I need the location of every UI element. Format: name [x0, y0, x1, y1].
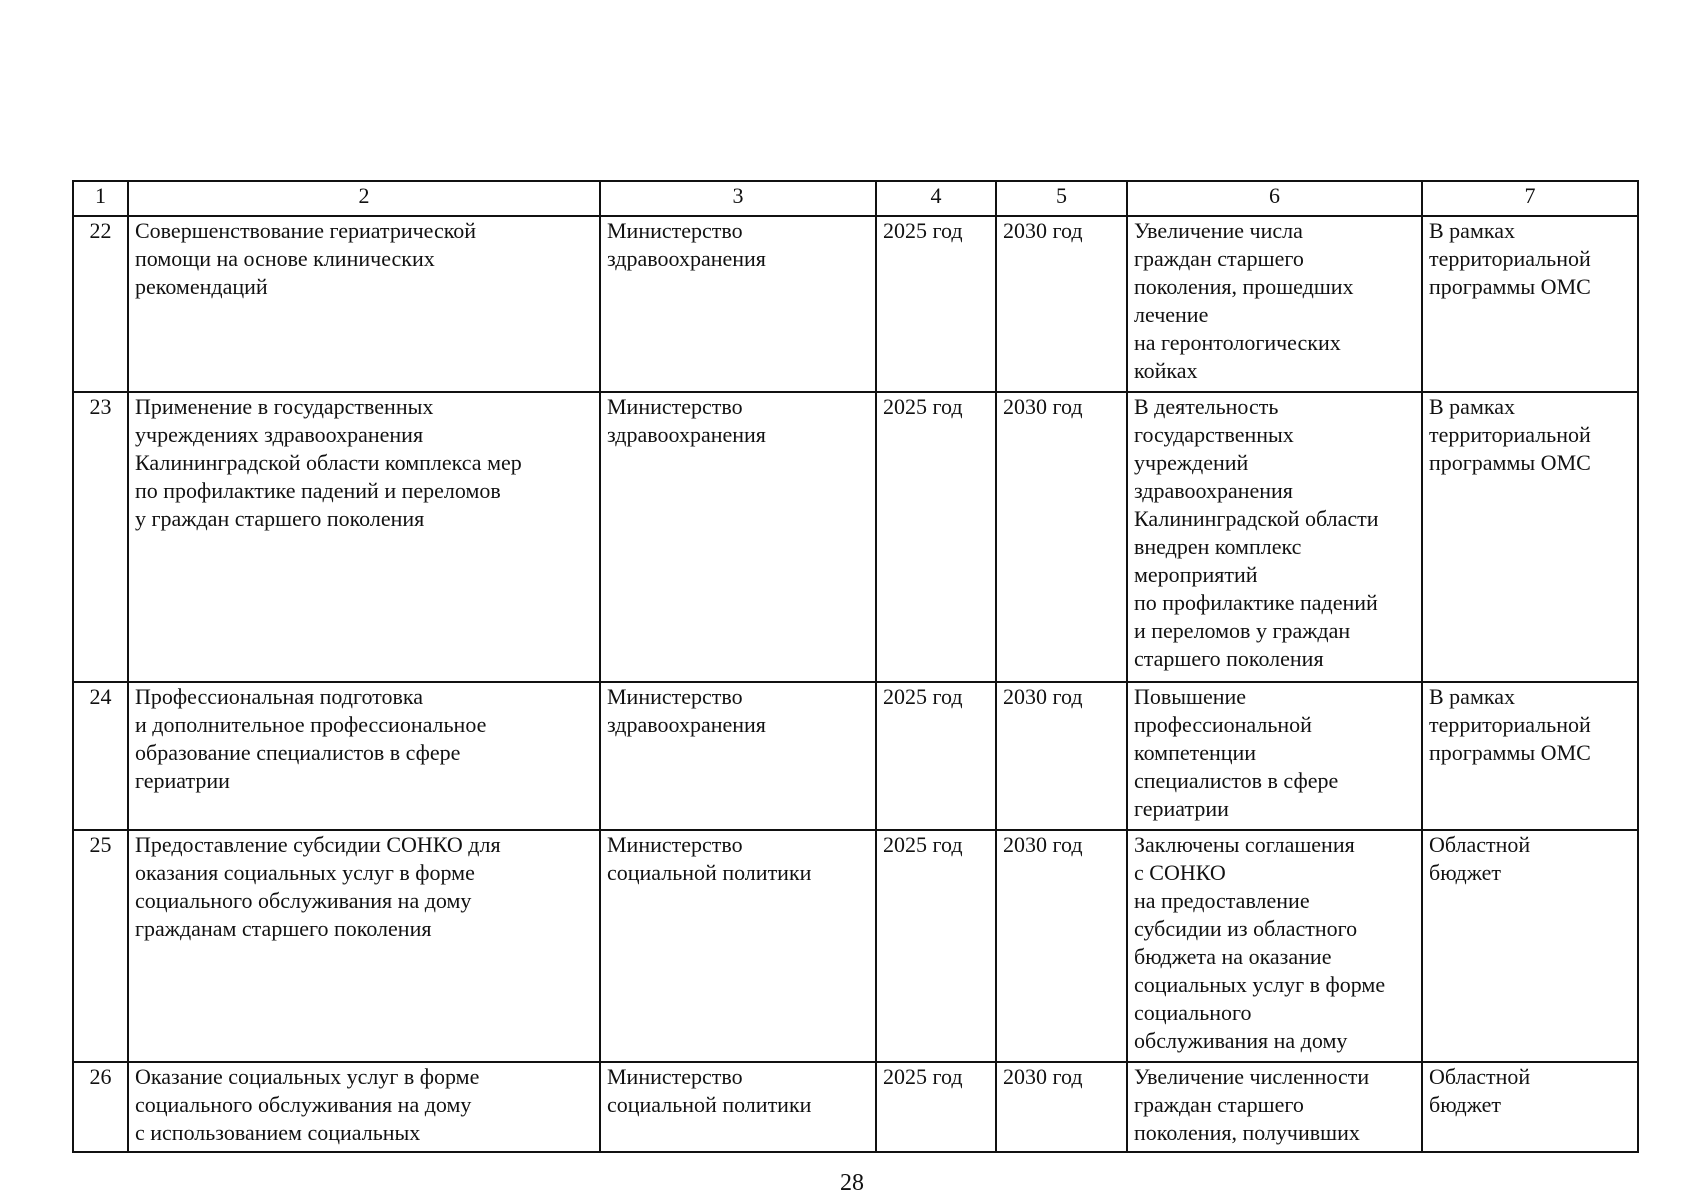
- table-row: [73, 682, 1638, 830]
- column-header-5: 5: [996, 181, 1127, 216]
- end-year-cell: 2030 год: [996, 1062, 1127, 1152]
- table-row: [73, 830, 1638, 1062]
- header-row: [73, 181, 1638, 216]
- result-cell: Увеличение численности граждан старшего поколения, получивших: [1127, 1062, 1422, 1152]
- executor-cell: Министерство здравоохранения: [600, 682, 876, 830]
- funding-source-cell: Областной бюджет: [1422, 830, 1638, 1062]
- end-year-cell: 2030 год: [996, 216, 1127, 392]
- row-number: 22: [73, 216, 128, 392]
- row-number: 24: [73, 682, 128, 830]
- row-number: 26: [73, 1062, 128, 1152]
- row-number: 23: [73, 392, 128, 682]
- funding-source-cell: В рамках территориальной программы ОМС: [1422, 216, 1638, 392]
- result-cell: В деятельность государственных учреждений здравоохранения Калининградской области внедрен комплекс мероприятий по профилактике падений и переломов у граждан старшего поколения: [1127, 392, 1422, 682]
- table-row: [73, 216, 1638, 392]
- column-header-3: 3: [600, 181, 876, 216]
- result-cell: Увеличение числа граждан старшего поколения, прошедших лечение на геронтологических койках: [1127, 216, 1422, 392]
- measure-cell: Совершенствование гериатрической помощи на основе клинических рекомендаций: [128, 216, 600, 392]
- executor-cell: Министерство социальной политики: [600, 1062, 876, 1152]
- executor-cell: Министерство социальной политики: [600, 830, 876, 1062]
- column-header-6: 6: [1127, 181, 1422, 216]
- table-row: [73, 392, 1638, 682]
- column-header-1: 1: [73, 181, 128, 216]
- end-year-cell: 2030 год: [996, 830, 1127, 1062]
- page-number: 28: [840, 1170, 864, 1196]
- executor-cell: Министерство здравоохранения: [600, 216, 876, 392]
- measure-cell: Предоставление субсидии СОНКО для оказания социальных услуг в форме социального обслуживания на дому гражданам старшего поколения: [128, 830, 600, 1062]
- column-header-4: 4: [876, 181, 996, 216]
- result-cell: Заключены соглашения с СОНКО на предоставление субсидии из областного бюджета на оказание социальных услуг в форме социального обслуживания на дому: [1127, 830, 1422, 1062]
- start-year-cell: 2025 год: [876, 216, 996, 392]
- measure-cell: Профессиональная подготовка и дополнительное профессиональное образование специалистов в сфере гериатрии: [128, 682, 600, 830]
- start-year-cell: 2025 год: [876, 1062, 996, 1152]
- end-year-cell: 2030 год: [996, 392, 1127, 682]
- start-year-cell: 2025 год: [876, 392, 996, 682]
- executor-cell: Министерство здравоохранения: [600, 392, 876, 682]
- start-year-cell: 2025 год: [876, 682, 996, 830]
- start-year-cell: 2025 год: [876, 830, 996, 1062]
- funding-source-cell: Областной бюджет: [1422, 1062, 1638, 1152]
- measure-cell: Применение в государственных учреждениях здравоохранения Калининградской области комплекса мер по профилактике падений и переломов у граждан старшего поколения: [128, 392, 600, 682]
- funding-source-cell: В рамках территориальной программы ОМС: [1422, 392, 1638, 682]
- funding-source-cell: В рамках территориальной программы ОМС: [1422, 682, 1638, 830]
- measure-cell: Оказание социальных услуг в форме социального обслуживания на дому с использованием социальных: [128, 1062, 600, 1152]
- result-cell: Повышение профессиональной компетенции специалистов в сфере гериатрии: [1127, 682, 1422, 830]
- row-number: 25: [73, 830, 128, 1062]
- end-year-cell: 2030 год: [996, 682, 1127, 830]
- column-header-2: 2: [128, 181, 600, 216]
- column-header-7: 7: [1422, 181, 1638, 216]
- table-row: [73, 1062, 1638, 1152]
- measures-table: [72, 180, 1639, 1153]
